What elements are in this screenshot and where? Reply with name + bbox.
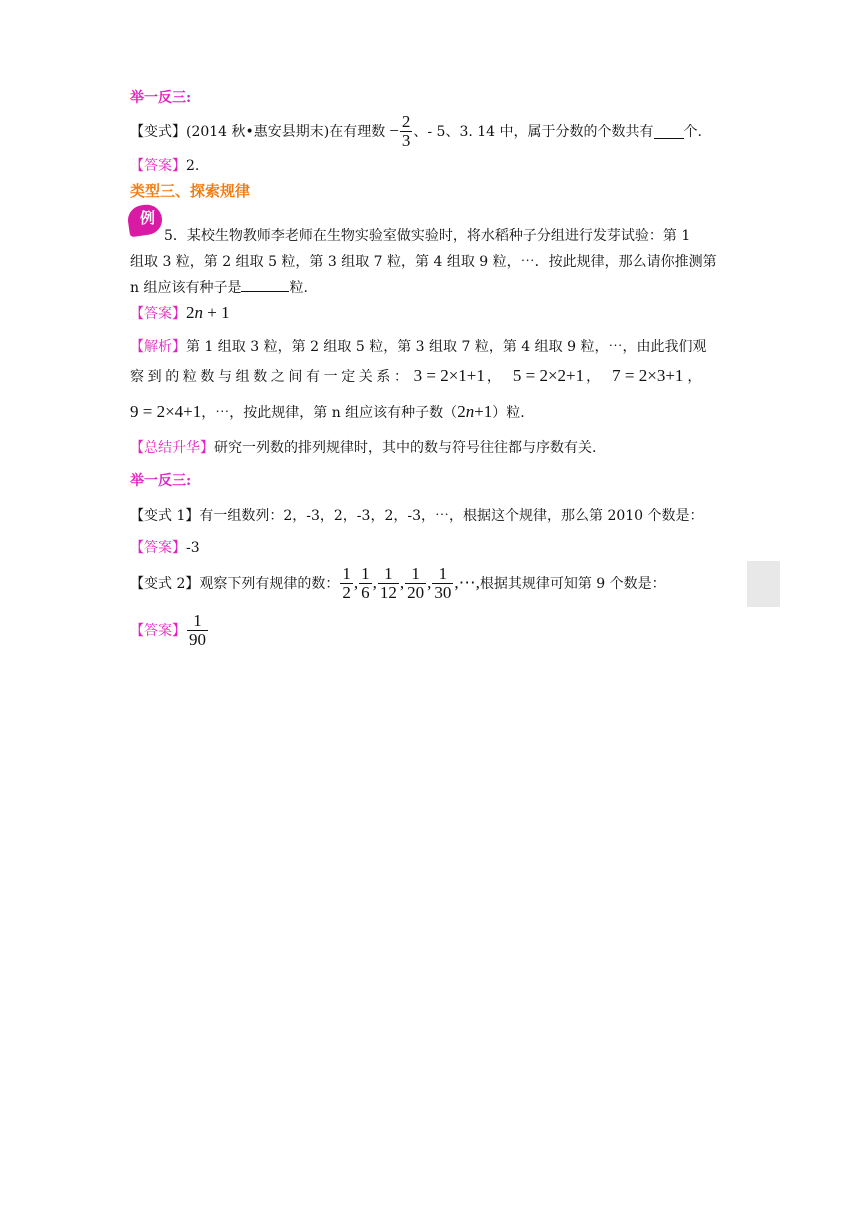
answer-value: 2. bbox=[186, 158, 200, 174]
analysis-expression bbox=[457, 402, 492, 422]
analysis-text-1: 第 1 组取 3 粒，第 2 组取 5 粒，第 3 组取 7 粒，第 4 组取 9 粒，⋯，由此我们观 bbox=[186, 339, 707, 355]
example-badge-label: 例 bbox=[140, 209, 156, 227]
summary-tag: 【总结升华】 bbox=[130, 440, 214, 456]
sequence-fraction bbox=[405, 565, 426, 602]
expr-variable: n bbox=[465, 402, 475, 421]
variant-2-answer bbox=[130, 612, 209, 649]
sequence-fraction bbox=[340, 565, 353, 602]
fraction-numerator: 2 bbox=[401, 112, 411, 131]
fraction-numerator: 1 bbox=[411, 564, 420, 583]
equation-4: 9 = 2×4+1 bbox=[130, 402, 202, 421]
analysis-tag: 【解析】 bbox=[130, 339, 186, 355]
fraction-denominator: 6 bbox=[361, 582, 370, 602]
fraction-denominator: 20 bbox=[407, 582, 425, 602]
variant-text-end: 个. bbox=[683, 124, 702, 141]
analysis-text-3: ，⋯，按此规律，第 n 组应该有种子数（ bbox=[201, 405, 458, 421]
fraction-denominator: 30 bbox=[434, 582, 452, 602]
fraction-two-thirds bbox=[400, 113, 413, 150]
fraction-numerator: 1 bbox=[361, 564, 370, 583]
sequence-ellipsis: ,⋯, bbox=[454, 573, 480, 593]
scrollbar-thumb[interactable] bbox=[747, 561, 780, 607]
variant-tag: 【变式】 bbox=[130, 124, 186, 141]
expr-constant: +1 bbox=[474, 402, 493, 421]
answer-tag: 【答案】 bbox=[130, 623, 186, 640]
variant-1-answer bbox=[130, 537, 200, 557]
minus-sign: − bbox=[389, 121, 399, 141]
sequence-fraction bbox=[432, 565, 453, 602]
answer-tag: 【答案】 bbox=[130, 158, 186, 174]
answer-value: -3 bbox=[186, 540, 200, 556]
answer-fraction bbox=[187, 612, 208, 649]
example-line-1: 5．某校生物教师李老师在生物实验室做实验时，将水稻种子分组进行发芽试验：第 1 bbox=[164, 228, 691, 244]
variant-2-text-after: 根据其规律可知第 9 个数是： bbox=[479, 576, 666, 593]
variant-answer bbox=[130, 155, 199, 175]
example-line-3-after: 粒. bbox=[289, 280, 308, 296]
fraction-denominator: 12 bbox=[379, 582, 397, 602]
variant-2-tag: 【变式 2】 bbox=[130, 576, 200, 593]
fraction-numerator: 1 bbox=[438, 564, 448, 583]
variant-2-question bbox=[130, 565, 666, 602]
variant-source: (2014 秋•惠安县期末) bbox=[186, 124, 330, 141]
sequence-fraction bbox=[378, 565, 399, 602]
answer-tag: 【答案】 bbox=[130, 306, 186, 322]
section-heading-practice: 举一反三: bbox=[130, 90, 192, 106]
variant-text-before: 在有理数 bbox=[329, 124, 386, 141]
equation-1: 3 = 2×1+1 bbox=[413, 366, 485, 385]
summary-text: 研究一列数的排列规律时，其中的数与符号往往都与序数有关. bbox=[214, 440, 597, 456]
variant-2-text-before: 观察下列有规律的数： bbox=[199, 576, 340, 593]
variant-1-question bbox=[130, 505, 704, 525]
fraction-numerator: 1 bbox=[193, 611, 202, 630]
variant-1-text: 有一组数列：2，-3，2，-3，2，-3，⋯，根据这个规律，那么第 2010 个数是： bbox=[199, 508, 704, 524]
analysis-line-1 bbox=[130, 336, 706, 356]
section-title-type3: 类型三、探索规律 bbox=[130, 182, 251, 200]
variant-1-tag: 【变式 1】 bbox=[130, 508, 200, 524]
example-line-3 bbox=[130, 277, 308, 297]
variant-question bbox=[130, 113, 702, 150]
analysis-text-2: 察到的粒数与组数之间有一定关系： bbox=[130, 369, 412, 385]
summary bbox=[130, 437, 596, 457]
equation-2: 5 = 2×2+1 bbox=[512, 366, 585, 385]
analysis-line-3 bbox=[130, 402, 525, 422]
example-answer bbox=[130, 303, 230, 323]
section-heading-practice-2: 举一反三: bbox=[130, 473, 192, 489]
answer-blank bbox=[654, 124, 684, 139]
fraction-sequence: $\frac{1}{2}$ , $\frac{1}{6}$ , $\frac{1}{12}$ , $\frac{1}{20}$ , $\frac{1}{30}$ ,⋯, bbox=[342, 564, 480, 602]
sequence-fraction bbox=[359, 565, 372, 602]
fraction-denominator: 3 bbox=[401, 130, 411, 150]
expr-constant: + 1 bbox=[203, 303, 230, 322]
analysis-line-2: 察到的粒数与组数之间有一定关系： 3 = 2×1+1 ， 5 = 2×2+1 ， 7 = 2×3+1 ， bbox=[130, 366, 702, 385]
fraction-denominator: 2 bbox=[342, 582, 351, 602]
example-line-2: 组取 3 粒，第 2 组取 5 粒，第 3 组取 7 粒，第 4 组取 9 粒，⋯．按此规律，那么请你推测第 bbox=[130, 254, 717, 270]
expr-coefficient: 2 bbox=[186, 303, 195, 322]
expr-coefficient: 2 bbox=[457, 402, 466, 421]
analysis-text-end: ）粒. bbox=[492, 405, 525, 421]
equation-3: 7 = 2×3+1 bbox=[612, 366, 684, 385]
variant-text-after: 、- 5、3. 14 中，属于分数的个数共有 bbox=[413, 124, 654, 141]
fraction-denominator: 90 bbox=[189, 629, 206, 649]
example-blank bbox=[241, 277, 289, 292]
answer-expression bbox=[186, 303, 230, 323]
fraction-numerator: 1 bbox=[384, 564, 393, 583]
example-line-3-before: n 组应该有种子是 bbox=[130, 280, 242, 296]
answer-tag: 【答案】 bbox=[130, 540, 186, 556]
expr-variable: n bbox=[194, 303, 203, 322]
fraction-numerator: 1 bbox=[342, 564, 351, 583]
